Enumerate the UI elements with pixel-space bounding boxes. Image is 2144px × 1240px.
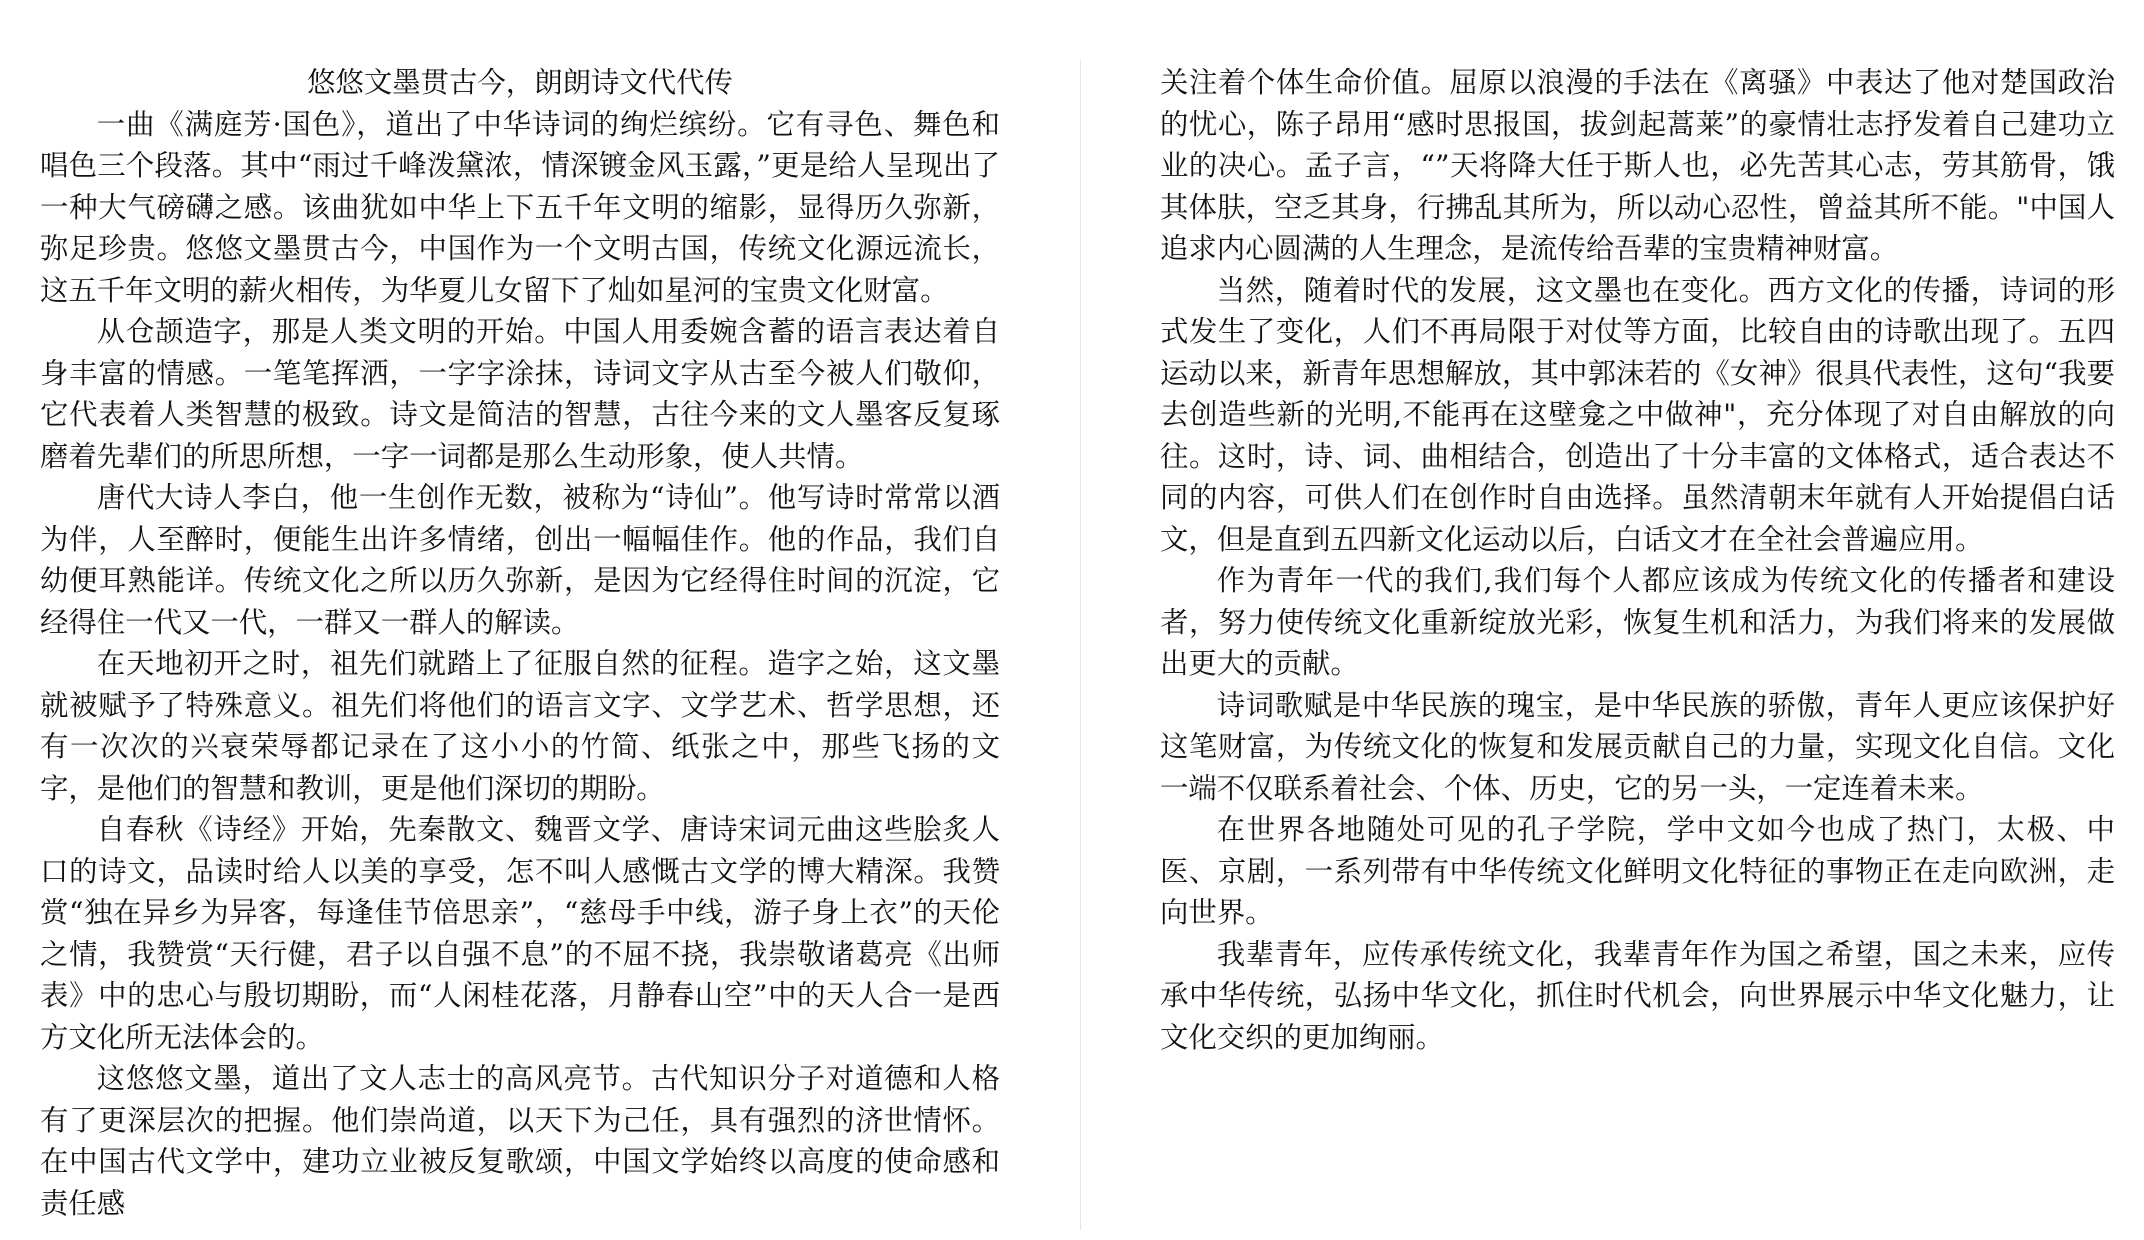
page-divider (1080, 60, 1081, 1230)
paragraph: 在天地初开之时，祖先们就踏上了征服自然的征程。造字之始，这文墨就被赋予了特殊意义。祖先们将他们的语言文字、文学艺术、哲学思想，还有一次次的兴衰荣辱都记录在了这小小的竹简、纸张之中，那些飞扬的文字，是他们的智慧和教训，更是他们深切的期盼。 (40, 647, 1000, 805)
paragraph: 一曲《满庭芳·国色》，道出了中华诗词的绚烂缤纷。它有寻色、舞色和唱色三个段落。其中“雨过千峰泼黛浓，情深镀金风玉露，”更是给人呈现出了一种大气磅礴之感。该曲犹如中华上下五千年文明的缩影，显得历久弥新，弥足珍贵。悠悠文墨贯古今，中国作为一个文明古国，传统文化源远流长，这五千年文明的薪火相传，为华夏儿女留下了灿如星河的宝贵文化财富。 (40, 107, 1000, 307)
paragraph: 当然，随着时代的发展，这文墨也在变化。西方文化的传播，诗词的形式发生了变化，人们不再局限于对仗等方面，比较自由的诗歌出现了。五四运动以来，新青年思想解放，其中郭沫若的《女神》很具代表性，这句“我要去创造些新的光明,不能再在这壁龛之中做神"，充分体现了对自由解放的向往。这时，诗、词、曲相结合，创造出了十分丰富的文体格式，适合表达不同的内容，可供人们在创作时自由选择。虽然清朝末年就有人开始提倡白话文，但是直到五四新文化运动以后，白话文才在全社会普遍应用。 (1160, 273, 2115, 556)
paragraph: 唐代大诗人李白，他一生创作无数，被称为“诗仙”。他写诗时常常以酒为伴，人至醉时，便能生出许多情绪，创出一幅幅佳作。他的作品，我们自幼便耳熟能详。传统文化之所以历久弥新，是因为它经得住时间的沉淀，它经得住一代又一代，一群又一群人的解读。 (40, 481, 1000, 639)
paragraph: 从仓颉造字，那是人类文明的开始。中国人用委婉含蓄的语言表达着自身丰富的情感。一笔笔挥洒，一字字涂抹，诗词文字从古至今被人们敬仰，它代表着人类智慧的极致。诗文是简洁的智慧，古往今来的文人墨客反复琢磨着先辈们的所思所想，一字一词都是那么生动形象，使人共情。 (40, 315, 1000, 473)
paragraph: 我辈青年，应传承传统文化，我辈青年作为国之希望，国之未来，应传承中华传统，弘扬中华文化，抓住时代机会，向世界展示中华文化魅力，让文化交织的更加绚丽。 (1160, 937, 2115, 1054)
left-page-column (40, 62, 1000, 1224)
right-page-column (1160, 62, 2115, 1058)
paragraph: 这悠悠文墨，道出了文人志士的高风亮节。古代知识分子对道德和人格有了更深层次的把握。他们崇尚道，以天下为己任，具有强烈的济世情怀。在中国古代文学中，建功立业被反复歌颂，中国文学始终以高度的使命感和责任感 (40, 1062, 1000, 1220)
paragraph: 作为青年一代的我们,我们每个人都应该成为传统文化的传播者和建设者，努力使传统文化重新绽放光彩，恢复生机和活力，为我们将来的发展做出更大的贡献。 (1160, 564, 2115, 680)
document-title: 悠悠文墨贯古今，朗朗诗文代代传 (307, 66, 733, 99)
paragraph: 自春秋《诗经》开始，先秦散文、魏晋文学、唐诗宋词元曲这些脍炙人口的诗文，品读时给人以美的享受，怎不叫人感慨古文学的博大精深。我赞赏“独在异乡为异客，每逢佳节倍思亲”，“慈母手中线，游子身上衣”的天伦之情，我赞赏“天行健，君子以自强不息”的不屈不挠，我崇敬诸葛亮《出师表》中的忠心与殷切期盼，而“人闲桂花落，月静春山空”中的天人合一是西方文化所无法体会的。 (40, 813, 1000, 1054)
paragraph: 诗词歌赋是中华民族的瑰宝，是中华民族的骄傲，青年人更应该保护好这笔财富，为传统文化的恢复和发展贡献自己的力量，实现文化自信。文化一端不仅联系着社会、个体、历史，它的另一头，一定连着未来。 (1160, 688, 2115, 805)
paragraph: 在世界各地随处可见的孔子学院，学中文如今也成了热门，太极、中医、京剧，一系列带有中华传统文化鲜明文化特征的事物正在走向欧洲，走向世界。 (1160, 813, 2115, 929)
paragraph-continuation: 关注着个体生命价值。屈原以浪漫的手法在《离骚》中表达了他对楚国政治的忧心，陈子昂用“感时思报国，拔剑起蒿莱”的豪情壮志抒发着自己建功立业的决心。孟子言，“”天将降大任于斯人也，必先苦其心志，劳其筋骨，饿其体肤，空乏其身，行拂乱其所为，所以动心忍性，曾益其所不能。"中国人追求内心圆满的人生理念，是流传给吾辈的宝贵精神财富。 (1160, 66, 2115, 265)
